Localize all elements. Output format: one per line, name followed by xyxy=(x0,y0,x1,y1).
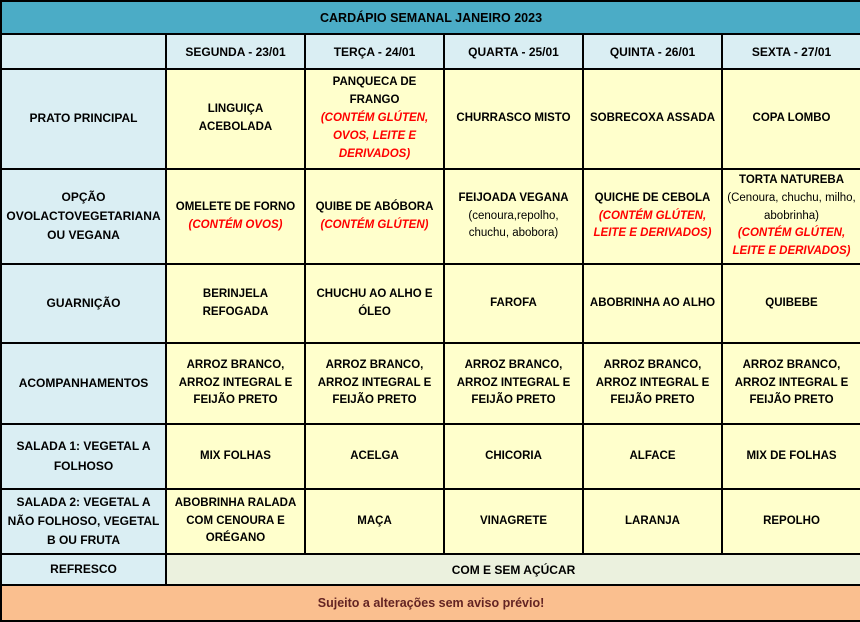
table-row xyxy=(1,264,860,343)
row-label-salada-1: SALADA 1: VEGETAL A FOLHOSO xyxy=(1,424,166,489)
dish-name: BERINJELA REFOGADA xyxy=(202,287,269,318)
table-row xyxy=(1,554,860,585)
menu-cell xyxy=(166,69,305,169)
table-row xyxy=(1,169,860,264)
dish-name: QUIBEBE xyxy=(765,296,818,309)
table-row xyxy=(1,424,860,489)
dish-name: QUIBE DE ABÓBORA xyxy=(315,200,434,213)
menu-cell xyxy=(583,69,722,169)
dish-name: LARANJA xyxy=(625,514,680,527)
menu-cell xyxy=(722,424,860,489)
dish-name: LINGUIÇA ACEBOLADA xyxy=(198,103,273,133)
dish-name: MIX FOLHAS xyxy=(200,449,271,462)
column-header-monday: SEGUNDA - 23/01 xyxy=(166,34,305,69)
dish-name: MIX DE FOLHAS xyxy=(746,449,837,462)
menu-cell xyxy=(722,343,860,424)
menu-cell xyxy=(444,169,583,264)
menu-cell xyxy=(305,264,444,343)
menu-cell xyxy=(166,169,305,264)
corner-cell xyxy=(1,34,166,69)
menu-cell xyxy=(444,343,583,424)
dish-name: COPA LOMBO xyxy=(752,112,831,125)
allergen-note: (CONTÉM GLÚTEN, LEITE E DERIVADOS) xyxy=(732,227,851,258)
menu-title: CARDÁPIO SEMANAL JANEIRO 2023 xyxy=(1,1,860,34)
menu-cell xyxy=(305,489,444,554)
menu-cell xyxy=(583,489,722,554)
row-label-refresco: REFRESCO xyxy=(1,554,166,585)
menu-cell xyxy=(305,424,444,489)
allergen-note: (CONTÉM GLÚTEN, LEITE E DERIVADOS) xyxy=(593,209,712,240)
menu-cell xyxy=(166,424,305,489)
column-header-friday: SEXTA - 27/01 xyxy=(722,34,860,69)
table-row xyxy=(1,489,860,554)
dish-name: ARROZ BRANCO, ARROZ INTEGRAL E FEIJÃO PRETO xyxy=(734,358,849,407)
row-label-guarnicao: GUARNIÇÃO xyxy=(1,264,166,343)
menu-cell xyxy=(722,264,860,343)
menu-cell xyxy=(444,69,583,169)
dish-name: ABOBRINHA RALADA COM CENOURA E ORÉGANO xyxy=(174,496,297,545)
refresco-value: COM E SEM AÇÚCAR xyxy=(166,554,860,585)
menu-cell xyxy=(722,69,860,169)
menu-cell xyxy=(305,69,444,169)
menu-cell xyxy=(444,264,583,343)
dish-name: CHUCHU AO ALHO E ÓLEO xyxy=(316,287,433,318)
column-header-thursday: QUINTA - 26/01 xyxy=(583,34,722,69)
menu-cell xyxy=(305,343,444,424)
dish-name: ALFACE xyxy=(629,449,676,462)
disclaimer-note: Sujeito a alterações sem aviso prévio! xyxy=(1,585,860,621)
dish-name: ARROZ BRANCO, ARROZ INTEGRAL E FEIJÃO PRETO xyxy=(178,358,293,407)
dish-detail: (Cenoura, chuchu, milho, abobrinha) xyxy=(727,191,856,222)
dish-name: ACELGA xyxy=(350,449,399,462)
dish-name: SOBRECOXA ASSADA xyxy=(589,112,716,125)
column-header-tuesday: TERÇA - 24/01 xyxy=(305,34,444,69)
menu-cell xyxy=(583,343,722,424)
table-row xyxy=(1,343,860,424)
dish-name: ARROZ BRANCO, ARROZ INTEGRAL E FEIJÃO PRETO xyxy=(595,358,710,407)
dish-name: CHURRASCO MISTO xyxy=(456,112,571,125)
dish-name: TORTA NATUREBA xyxy=(739,174,844,186)
allergen-note: (CONTÉM GLÚTEN, OVOS, LEITE E DERIVADOS) xyxy=(320,112,429,160)
dish-detail: (cenoura,repolho, chuchu, abobora) xyxy=(468,209,559,240)
table-row xyxy=(1,69,860,169)
menu-cell xyxy=(166,343,305,424)
allergen-note: (CONTÉM GLÚTEN) xyxy=(320,218,429,231)
menu-cell xyxy=(305,169,444,264)
dish-name: QUICHE DE CEBOLA xyxy=(594,191,711,204)
menu-cell xyxy=(583,169,722,264)
row-label-salada-2: SALADA 2: VEGETAL A NÃO FOLHOSO, VEGETAL B OU FRUTA xyxy=(1,489,166,554)
row-label-opcao-vegetariana: OPÇÃO OVOLACTOVEGETARIANA OU VEGANA xyxy=(1,169,166,264)
table-row xyxy=(1,585,860,621)
dish-name: ARROZ BRANCO, ARROZ INTEGRAL E FEIJÃO PRETO xyxy=(456,358,571,407)
menu-cell xyxy=(722,489,860,554)
menu-cell xyxy=(166,264,305,343)
dish-name: OMELETE DE FORNO xyxy=(175,200,296,213)
dish-name: FEIJOADA VEGANA xyxy=(458,191,569,204)
column-header-wednesday: QUARTA - 25/01 xyxy=(444,34,583,69)
dish-name: ABOBRINHA AO ALHO xyxy=(589,296,716,309)
dish-name: PANQUECA DE FRANGO xyxy=(332,76,417,107)
dish-name: REPOLHO xyxy=(763,514,820,527)
menu-cell xyxy=(583,424,722,489)
menu-cell xyxy=(722,169,860,264)
menu-cell xyxy=(444,424,583,489)
dish-name: CHICORIA xyxy=(485,449,542,462)
allergen-note: (CONTÉM OVOS) xyxy=(188,218,283,231)
dish-name: ARROZ BRANCO, ARROZ INTEGRAL E FEIJÃO PRETO xyxy=(317,358,432,407)
menu-cell xyxy=(583,264,722,343)
menu-cell xyxy=(444,489,583,554)
dish-name: MAÇA xyxy=(357,514,392,527)
row-label-prato-principal: PRATO PRINCIPAL xyxy=(1,69,166,169)
dish-name: VINAGRETE xyxy=(479,514,548,527)
row-label-acompanhamentos: ACOMPANHAMENTOS xyxy=(1,343,166,424)
menu-cell xyxy=(166,489,305,554)
dish-name: FAROFA xyxy=(490,296,537,309)
